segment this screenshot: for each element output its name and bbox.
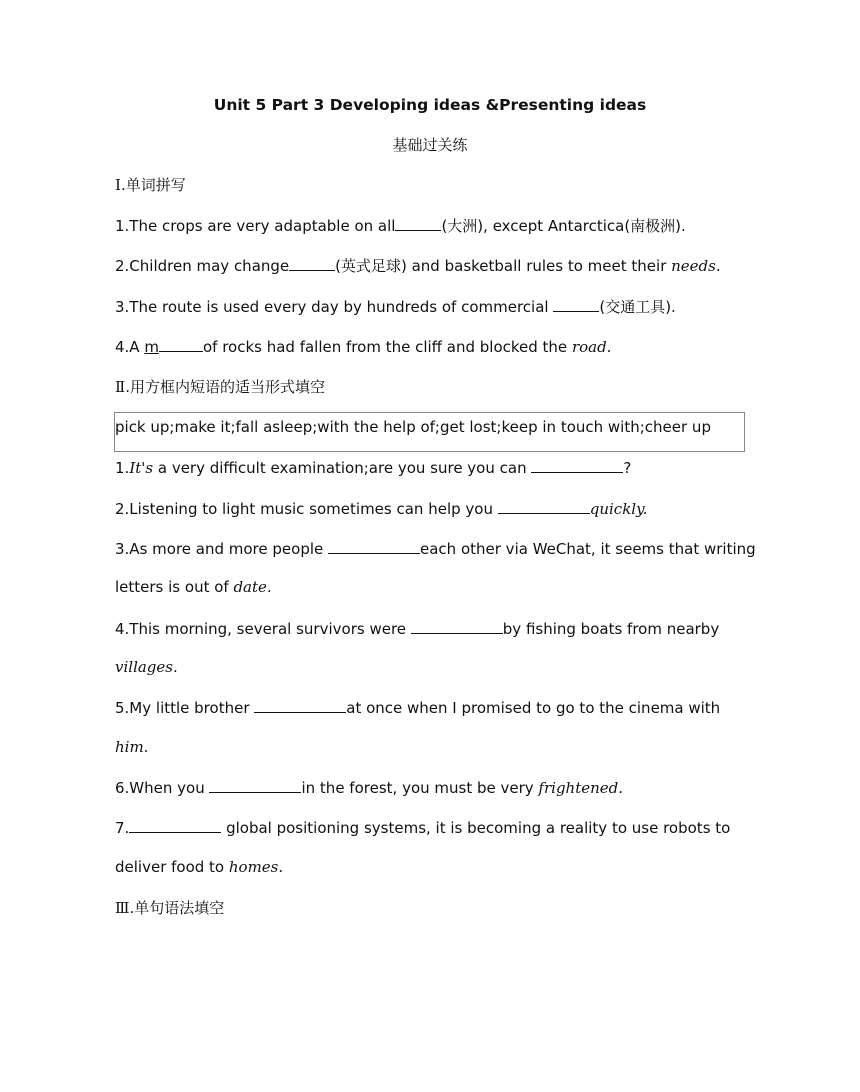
item-text-italic: road. (571, 338, 612, 356)
item-text: global positioning systems, it is becoming a reality to use robots to (221, 819, 731, 837)
item-text: letters is out of (115, 578, 234, 596)
page-subtitle: 基础过关练 (392, 136, 468, 154)
item-text-italic: date. (233, 578, 272, 596)
item-text-italic: needs. (671, 257, 721, 275)
item-text: at once when I promised to go to the cinema with (346, 699, 721, 717)
answer-blank[interactable] (531, 457, 623, 473)
item-text-italic: frightened. (538, 779, 624, 797)
answer-blank[interactable] (209, 777, 301, 793)
item-text: 6.When you (115, 779, 210, 797)
item-text: by fishing boats from nearby (502, 620, 720, 638)
answer-blank[interactable] (553, 296, 599, 312)
exercise-item (115, 777, 623, 798)
exercise-item-continued (115, 857, 283, 877)
item-text: 2.Listening to light music sometimes can help you (115, 500, 498, 518)
exercise-item (115, 215, 686, 236)
item-text: 5.My little brother (115, 699, 255, 717)
item-text: 3.As more and more people (115, 540, 329, 558)
item-text: 4.This morning, several survivors were (115, 620, 411, 638)
answer-blank[interactable] (328, 538, 420, 554)
item-text-italic: quickly. (589, 500, 648, 518)
item-text: 1. (115, 459, 130, 477)
answer-blank[interactable] (395, 215, 441, 231)
section-numeral: Ⅲ (115, 899, 130, 917)
item-text: (交通工具). (599, 298, 676, 316)
item-text: 4.A (115, 338, 145, 356)
section-numeral: Ⅰ (115, 176, 121, 194)
item-text: a very difficult examination;are you sure you can (153, 459, 532, 477)
item-text: 7. (115, 819, 130, 837)
section-heading (115, 377, 325, 397)
exercise-item (115, 697, 720, 718)
exercise-item (115, 336, 611, 357)
item-text: (大洲), except Antarctica(南极洲). (441, 217, 686, 235)
item-text: 2.Children may change (115, 257, 290, 275)
exercise-item-continued (115, 737, 148, 757)
exercise-item-continued (115, 657, 178, 677)
exercise-item (115, 296, 676, 317)
section-heading-text: .单词拼写 (120, 176, 186, 194)
phrase-box (114, 412, 745, 452)
item-text: (英式足球) and basketball rules to meet their (335, 257, 672, 275)
section-heading (115, 175, 186, 195)
exercise-item (115, 255, 721, 276)
item-text-italic: homes. (228, 858, 284, 876)
page-title: Unit 5 Part 3 Developing ideas &Presenting ideas (213, 96, 647, 114)
item-text: in the forest, you must be very (301, 779, 539, 797)
item-text: 1.The crops are very adaptable on all (115, 217, 396, 235)
hint-letter: m (144, 338, 159, 356)
exercise-item (115, 457, 631, 478)
item-text: of rocks had fallen from the cliff and blocked the (202, 338, 572, 356)
answer-blank[interactable] (129, 817, 221, 833)
exercise-item-continued (115, 577, 272, 597)
item-text: 3.The route is used every day by hundreds of commercial (115, 298, 554, 316)
exercise-item (115, 538, 756, 559)
answer-blank[interactable] (498, 498, 590, 514)
answer-blank[interactable] (254, 697, 346, 713)
item-text: each other via WeChat, it seems that writing (420, 540, 756, 558)
item-text-italic: villages. (115, 658, 178, 676)
section-numeral: Ⅱ (115, 378, 126, 396)
item-text-italic: It's (129, 459, 154, 477)
item-text-italic: him. (115, 738, 149, 756)
section-heading-text: .单句语法填空 (129, 899, 225, 917)
exercise-item (115, 618, 719, 639)
section-heading (115, 898, 224, 918)
section-heading-text: .用方框内短语的适当形式填空 (125, 378, 325, 396)
answer-blank[interactable] (289, 255, 335, 271)
exercise-item (115, 817, 730, 838)
item-text: deliver food to (115, 858, 229, 876)
exercise-item (115, 498, 647, 519)
phrase-list: pick up;make it;fall asleep;with the help of;get lost;keep in touch with;cheer up (115, 418, 711, 436)
item-text: ? (623, 459, 632, 477)
answer-blank[interactable] (411, 618, 503, 634)
answer-blank[interactable] (159, 336, 203, 352)
